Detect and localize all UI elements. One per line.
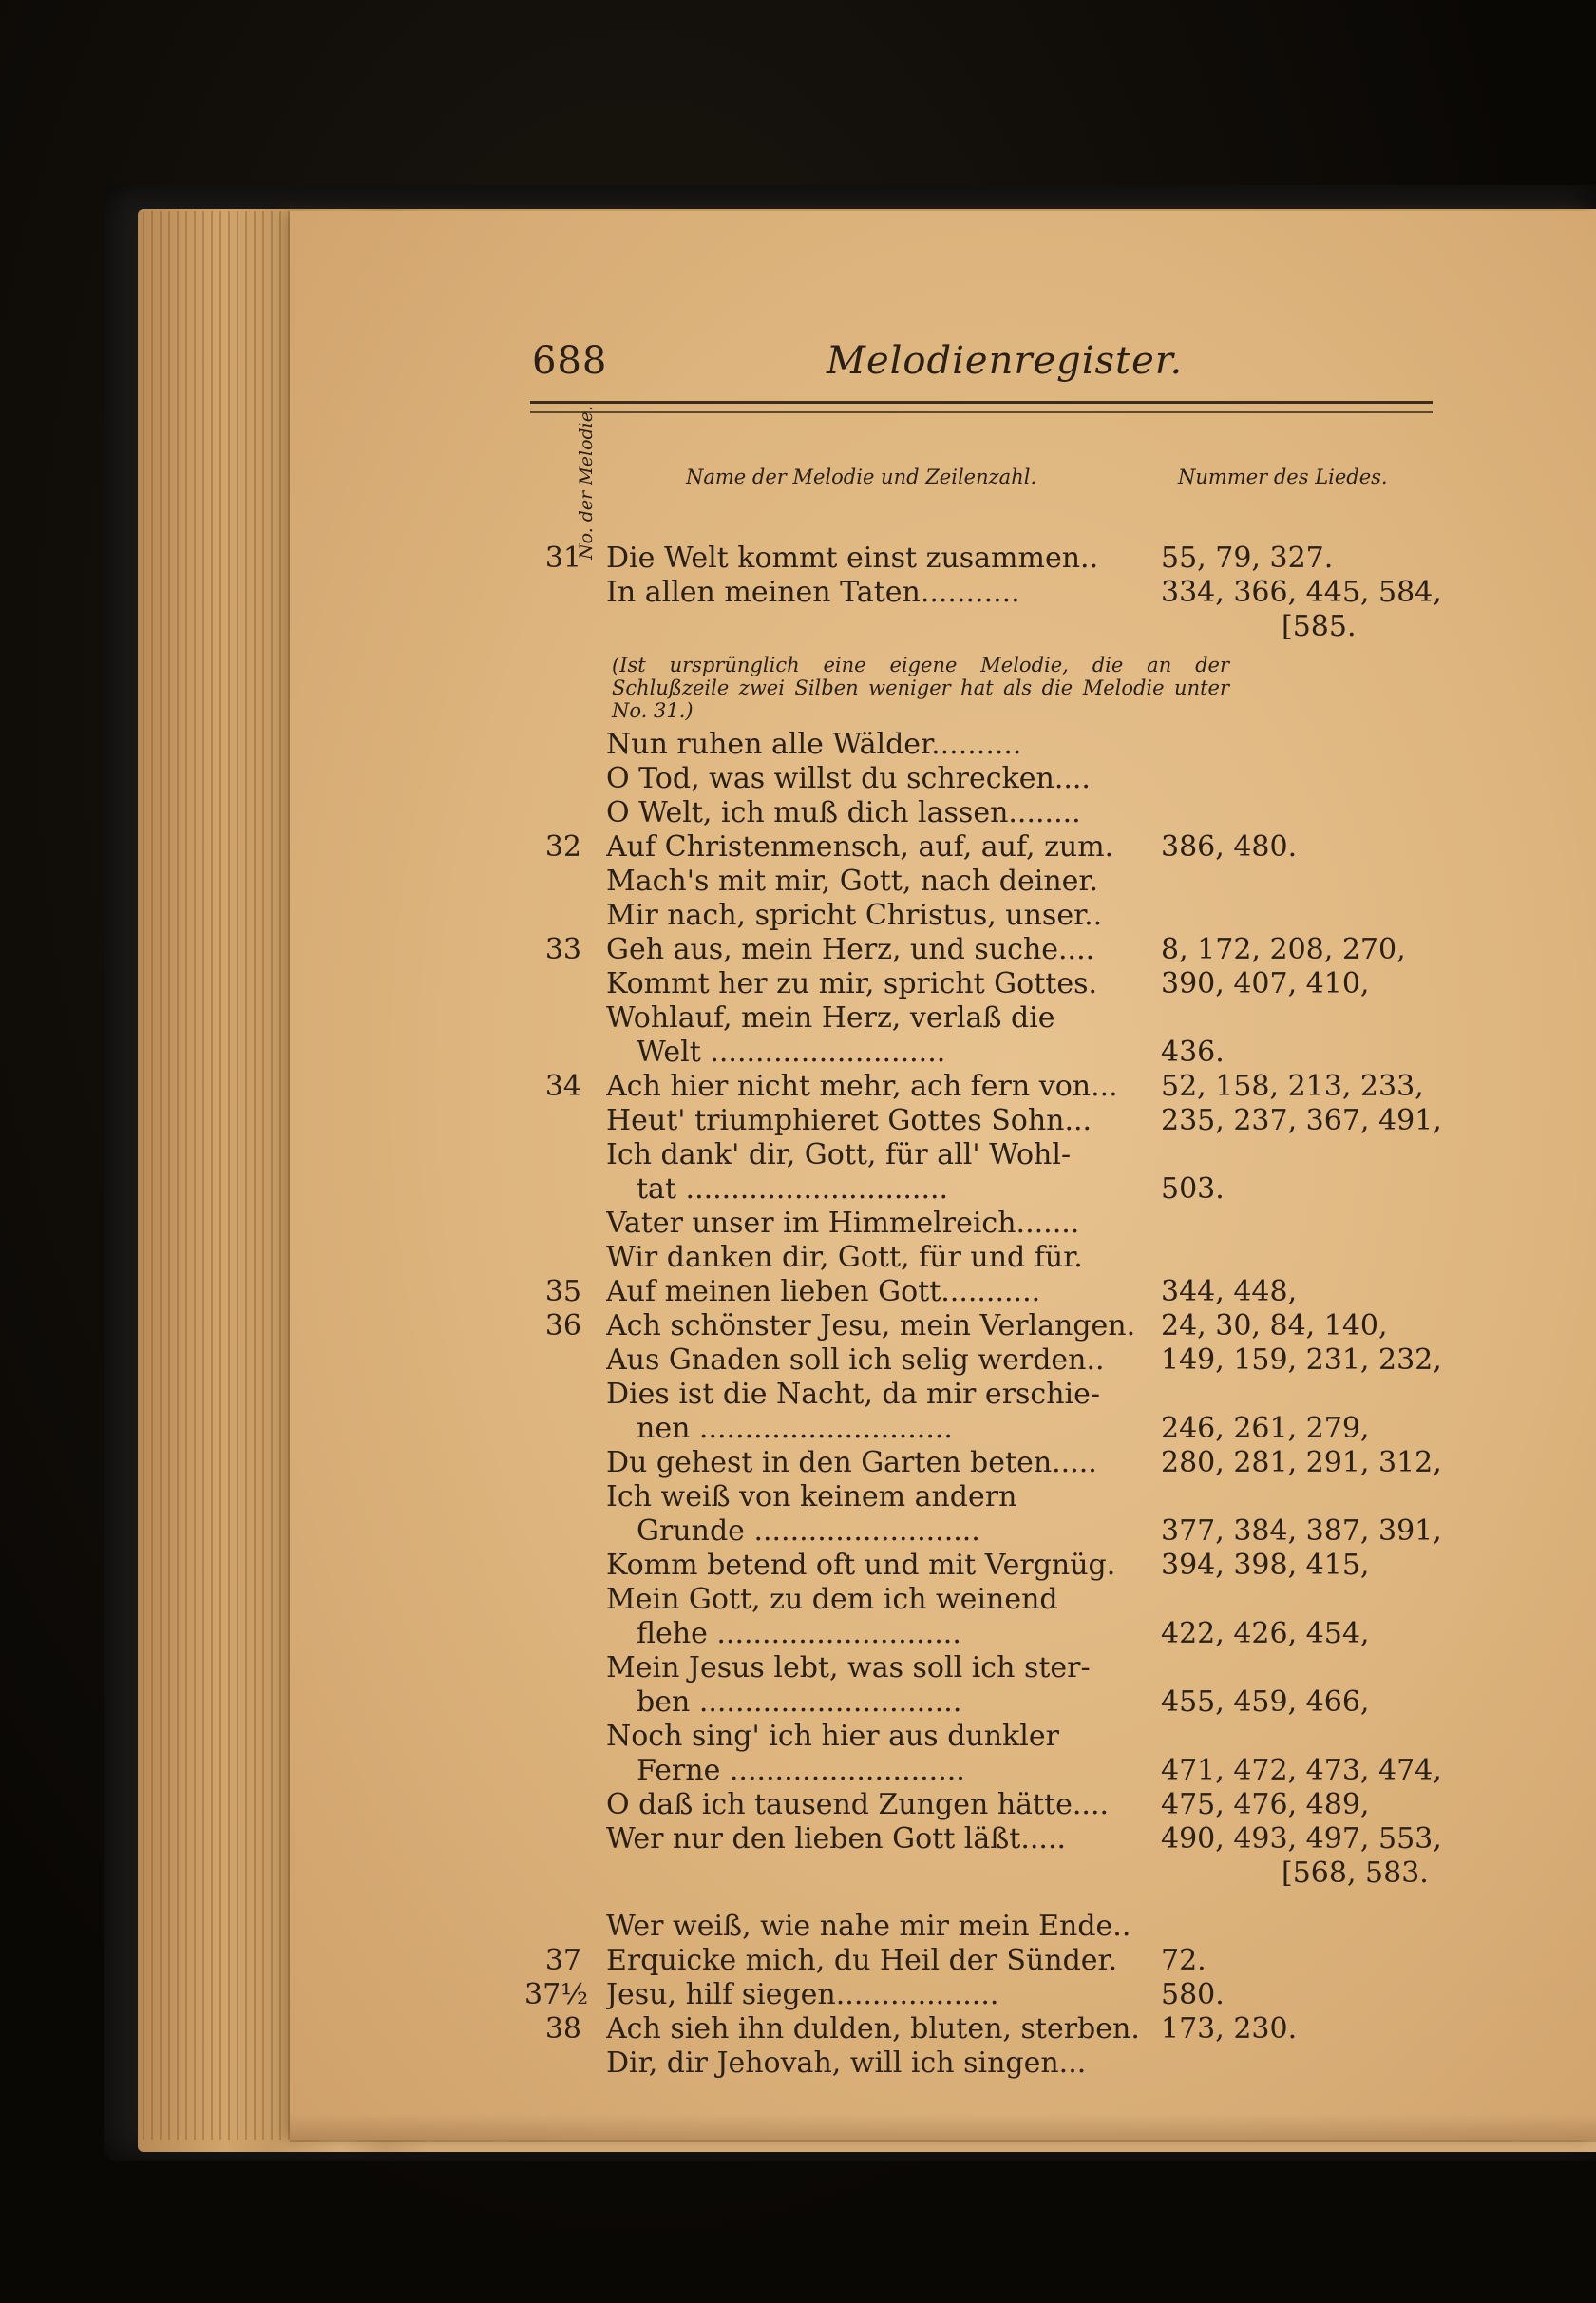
melody-name: Wer weiß, wie nahe mir mein Ende..: [606, 1910, 1131, 1943]
melody-name: Kommt her zu mir, spricht Gottes.: [606, 967, 1098, 1000]
hymn-numbers: 334, 366, 445, 584,: [1161, 576, 1442, 609]
melody-name: Dir, dir Jehovah, will ich singen...: [606, 2046, 1087, 2080]
melody-name: Geh aus, mein Herz, und suche....: [606, 933, 1095, 966]
melody-name: Die Welt kommt einst zusammen..: [606, 542, 1099, 575]
register-row: [524, 1617, 1436, 1651]
register-row: [524, 1104, 1442, 1138]
melody-name: ben .............................: [636, 1685, 962, 1719]
melody-number: 33: [544, 933, 581, 966]
register-row: [524, 1275, 1436, 1309]
page-shadow: [290, 2114, 1596, 2142]
register-row: [524, 542, 1436, 576]
hymn-numbers: 235, 237, 367, 491,: [1161, 1104, 1442, 1137]
register-row: [524, 933, 1436, 967]
hymn-numbers: 24, 30, 84, 140,: [1161, 1309, 1388, 1342]
melody-number: 34: [544, 1070, 581, 1103]
melody-name: In allen meinen Taten...........: [606, 576, 1020, 609]
register-row: [524, 728, 1436, 762]
hymn-numbers: 503.: [1161, 1172, 1225, 1206]
register-row: [524, 1241, 1436, 1275]
register-row: [524, 796, 1436, 830]
register-row: [524, 1343, 1442, 1378]
hymn-numbers: 455, 459, 466,: [1161, 1685, 1370, 1719]
hymn-numbers: 246, 261, 279,: [1161, 1412, 1370, 1445]
register-row: [524, 1412, 1436, 1446]
column-head-number-label: No. der Melodie.: [576, 405, 598, 561]
register-row: [524, 1788, 1436, 1822]
melody-name: Vater unser im Himmelreich.......: [606, 1207, 1080, 1240]
hymn-numbers: 394, 398, 415,: [1161, 1549, 1370, 1582]
register-row: [524, 1685, 1436, 1720]
register-row: [524, 1754, 1442, 1788]
page-edges: [142, 211, 299, 2140]
hymn-numbers: 72.: [1161, 1944, 1206, 1977]
melody-number: 37: [544, 1944, 581, 1977]
register-row: [524, 1138, 1436, 1172]
melody-name: Heut' triumphieret Gottes Sohn...: [606, 1104, 1092, 1137]
melody-name: Mein Jesus lebt, was soll ich ster-: [606, 1651, 1091, 1684]
footnote: (Ist ursprünglich eine eigene Melodie, die an der Schlußzeile zwei Silben weniger hat als die Melodie unter No. 31.): [612, 654, 1229, 722]
register-row: [524, 865, 1436, 899]
melody-name: Auf meinen lieben Gott...........: [606, 1275, 1041, 1308]
melody-name: Wer nur den lieben Gott läßt.....: [606, 1822, 1067, 1856]
register-row: [524, 1822, 1442, 1856]
melody-name: O Welt, ich muß dich lassen........: [606, 796, 1081, 829]
melody-name: Nun ruhen alle Wälder..........: [606, 728, 1022, 761]
melody-name: Grunde .........................: [636, 1514, 980, 1548]
hymn-numbers: 386, 480.: [1161, 830, 1298, 864]
melody-number: 38: [544, 2012, 581, 2046]
melody-name: Mach's mit mir, Gott, nach deiner.: [606, 865, 1098, 898]
running-title: Melodienregister.: [826, 339, 1184, 383]
register-row: [524, 899, 1436, 933]
register-section-end: [524, 1910, 1436, 2081]
melody-name: Ach schönster Jesu, mein Verlangen.: [606, 1309, 1136, 1342]
hymn-numbers: 580.: [1161, 1978, 1225, 2011]
melody-name: Wir danken dir, Gott, für und für.: [606, 1241, 1083, 1274]
register-row: [524, 1978, 1436, 2012]
melody-name: Ferne ..........................: [636, 1754, 965, 1787]
register-row: [524, 1583, 1436, 1617]
column-head-melody: Name der Melodie und Zeilenzahl.: [686, 466, 1037, 488]
register-row: [524, 1446, 1442, 1480]
hymn-numbers: 471, 472, 473, 474,: [1161, 1754, 1442, 1787]
melody-name: Welt ..........................: [636, 1036, 946, 1069]
register-row: [524, 762, 1436, 796]
register-row: [524, 1378, 1436, 1412]
hymn-numbers: 52, 158, 213, 233,: [1161, 1070, 1424, 1103]
melody-name: nen ............................: [636, 1412, 953, 1445]
melody-name: Aus Gnaden soll ich selig werden..: [606, 1343, 1105, 1377]
melody-name: Ach sieh ihn dulden, bluten, sterben.: [606, 2012, 1140, 2046]
hymn-numbers: 377, 384, 387, 391,: [1161, 1514, 1442, 1548]
hymn-numbers: 475, 476, 489,: [1161, 1788, 1370, 1821]
melody-number: 35: [544, 1275, 581, 1308]
melody-number: 36: [544, 1309, 581, 1342]
melody-name: Ich dank' dir, Gott, für all' Wohl-: [606, 1138, 1072, 1171]
melody-name: Jesu, hilf siegen..................: [606, 1978, 999, 2011]
melody-number: 37½: [524, 1978, 589, 2011]
melody-name: flehe ...........................: [636, 1617, 961, 1650]
melody-name: Auf Christenmensch, auf, auf, zum.: [606, 830, 1114, 864]
melody-name: O Tod, was willst du schrecken....: [606, 762, 1091, 795]
register-row: [524, 1720, 1436, 1754]
hymn-numbers: [585.: [1282, 610, 1357, 643]
melody-name: Du gehest in den Garten beten.....: [606, 1446, 1097, 1479]
register-section-31: [524, 542, 1442, 644]
register-row: [524, 1856, 1436, 1891]
header-rule: [530, 401, 1433, 404]
melody-name: tat .............................: [636, 1172, 949, 1206]
hymn-numbers: 344, 448,: [1161, 1275, 1298, 1308]
register-row: [524, 1172, 1436, 1207]
register-row: [524, 830, 1436, 865]
melody-name: Ich weiß von keinem andern: [606, 1480, 1017, 1513]
register-row: [524, 967, 1436, 1001]
header-rule-thin: [530, 411, 1433, 413]
register-section-main: [524, 728, 1442, 1891]
melody-name: Mein Gott, zu dem ich weinend: [606, 1583, 1058, 1616]
register-row: [524, 1070, 1436, 1104]
register-row: [524, 2012, 1436, 2046]
hymn-numbers: 422, 426, 454,: [1161, 1617, 1370, 1650]
hymn-numbers: 149, 159, 231, 232,: [1161, 1343, 1442, 1377]
hymn-numbers: 436.: [1161, 1036, 1225, 1069]
section-gap: [524, 1891, 1436, 1910]
register-row: [524, 1944, 1436, 1978]
register-row: [524, 1549, 1436, 1583]
melody-name: Dies ist die Nacht, da mir erschie-: [606, 1378, 1101, 1411]
hymn-numbers: 173, 230.: [1161, 2012, 1298, 2046]
melody-name: Noch sing' ich hier aus dunkler: [606, 1720, 1059, 1753]
column-head-hymn-numbers: Nummer des Liedes.: [1178, 466, 1388, 488]
register-row: [524, 1651, 1436, 1685]
hymn-numbers: 490, 493, 497, 553,: [1161, 1822, 1442, 1856]
hymn-numbers: 55, 79, 327.: [1161, 542, 1334, 575]
melody-name: Erquicke mich, du Heil der Sünder.: [606, 1944, 1118, 1977]
melody-name: O daß ich tausend Zungen hätte....: [606, 1788, 1110, 1821]
melody-name: Wohlauf, mein Herz, verlaß die: [606, 1001, 1055, 1035]
register-row: [524, 1036, 1436, 1070]
register-row: [524, 1207, 1436, 1241]
register-row: [524, 2046, 1436, 2081]
register-row: [524, 576, 1442, 610]
register-row: [524, 1001, 1436, 1036]
page-number: 688: [532, 339, 608, 383]
melody-register: [524, 542, 1442, 2081]
melody-name: Mir nach, spricht Christus, unser..: [606, 899, 1103, 932]
melody-name: Ach hier nicht mehr, ach fern von...: [606, 1070, 1118, 1103]
hymn-numbers: [568, 583.: [1282, 1856, 1429, 1890]
hymn-numbers: 390, 407, 410,: [1161, 967, 1370, 1000]
register-row: [524, 610, 1436, 644]
hymn-numbers: 8, 172, 208, 270,: [1161, 933, 1406, 966]
register-row: [524, 1910, 1436, 1944]
register-row: [524, 1514, 1442, 1549]
hymn-numbers: 280, 281, 291, 312,: [1161, 1446, 1442, 1479]
register-row: [524, 1480, 1436, 1514]
melody-number: 31: [544, 542, 581, 575]
melody-name: Komm betend oft und mit Vergnüg.: [606, 1549, 1116, 1582]
melody-number: 32: [544, 830, 581, 864]
register-row: [524, 1309, 1436, 1343]
